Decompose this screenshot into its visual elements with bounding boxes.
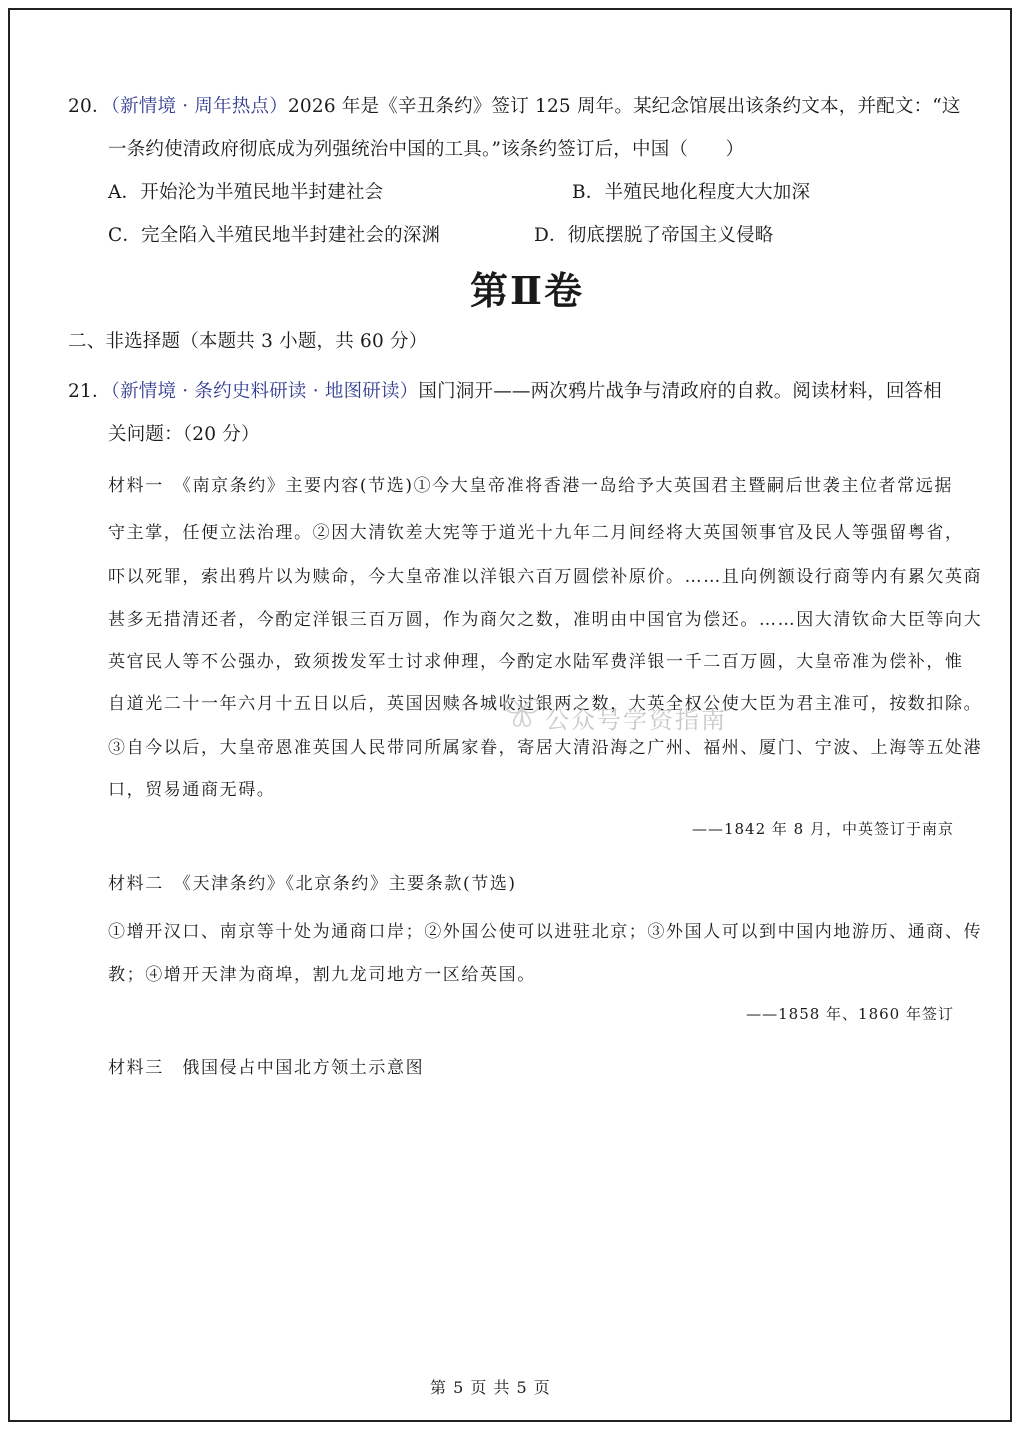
option-b: B．半殖民地化程度大大加深: [572, 182, 811, 203]
material-2-line: ①增开汉口、南京等十处为通商口岸；②外国公使可以进驻北京；③外国人可以到中国内地游历、通商、传: [108, 922, 983, 942]
material-1-line: 英官民人等不公强办，致须拨发军士讨求伸理，今酌定水陆军费洋银一千二百万圆，大皇帝准为偿补，惟: [108, 652, 964, 672]
material-1-source: ——1842 年 8 月，中英签订于南京: [691, 820, 954, 838]
question-21-line-1: [68, 377, 942, 403]
material-1-line: 材料一 《南京条约》主要内容(节选)①今大皇帝准将香港一岛给予大英国君主暨嗣后世袭主位者常远据: [108, 476, 953, 496]
question-20-line-2: 一条约使清政府彻底成为列强统治中国的工具。”该条约签订后，中国（ ）: [108, 139, 745, 160]
section-title: 第Ⅱ卷: [470, 268, 585, 313]
page-number: 第 5 页 共 5 页: [430, 1378, 551, 1397]
option-a: A．开始沦为半殖民地半封建社会: [108, 182, 384, 203]
material-1-line: 守主掌，任便立法治理。②因大清钦差大宪等于道光十九年二月间经将大英国领事官及民人等强留粤省，: [108, 523, 964, 543]
material-2-source: ——1858 年、1860 年签订: [746, 1005, 954, 1023]
option-d: D．彻底摆脱了帝国主义侵略: [534, 225, 774, 246]
question-number: 20．: [68, 96, 111, 117]
question-20-line-1: [68, 92, 961, 118]
question-21-line-2: 关问题：（20 分）: [108, 424, 260, 445]
question-number: 21．: [68, 381, 111, 402]
material-3-title: 材料三 俄国侵占中国北方领土示意图: [108, 1058, 425, 1078]
material-2-line: 教；④增开天津为商埠，割九龙司地方一区给英国。: [108, 965, 536, 985]
material-1-line: 吓以死罪，索出鸦片以为赎命，今大皇帝准以洋银六百万圆偿补原价。……且向例额设行商等内有累欠英商: [108, 567, 983, 587]
material-1-line: 自道光二十一年六月十五日以后，英国因赎各城收过银两之数，大英全权公使大臣为君主准可，按数扣除。: [108, 694, 983, 714]
watermark-text: 公众号学资指南: [545, 706, 727, 734]
material-1-line: 甚多无措清还者，今酌定洋银三百万圆，作为商欠之数，准明由中国官为偿还。……因大清钦命大臣等向大: [108, 610, 983, 630]
section-subtitle: 二、非选择题（本题共 3 小题，共 60 分）: [68, 331, 428, 352]
option-c: C．完全陷入半殖民地半封建社会的深渊: [108, 225, 441, 246]
material-2-title: 材料二 《天津条约》《北京条约》主要条款(节选): [108, 874, 517, 894]
question-tag: （新情境 · 周年热点）: [110, 96, 288, 117]
question-text: 国门洞开——两次鸦片战争与清政府的自救。阅读材料，回答相: [418, 381, 942, 402]
question-text: 2026 年是《辛丑条约》签订 125 周年。某纪念馆展出该条约文本，并配文：“这: [287, 96, 961, 117]
question-tag: （新情境 · 条约史料研读 · 地图研读）: [110, 381, 419, 402]
butterfly-watermark-icon: [500, 688, 544, 732]
material-1-line: ③自今以后，大皇帝恩准英国人民带同所属家眷，寄居大清沿海之广州、福州、厦门、宁波、上海等五处港: [108, 738, 983, 758]
material-1-line: 口，贸易通商无碍。: [108, 780, 276, 800]
